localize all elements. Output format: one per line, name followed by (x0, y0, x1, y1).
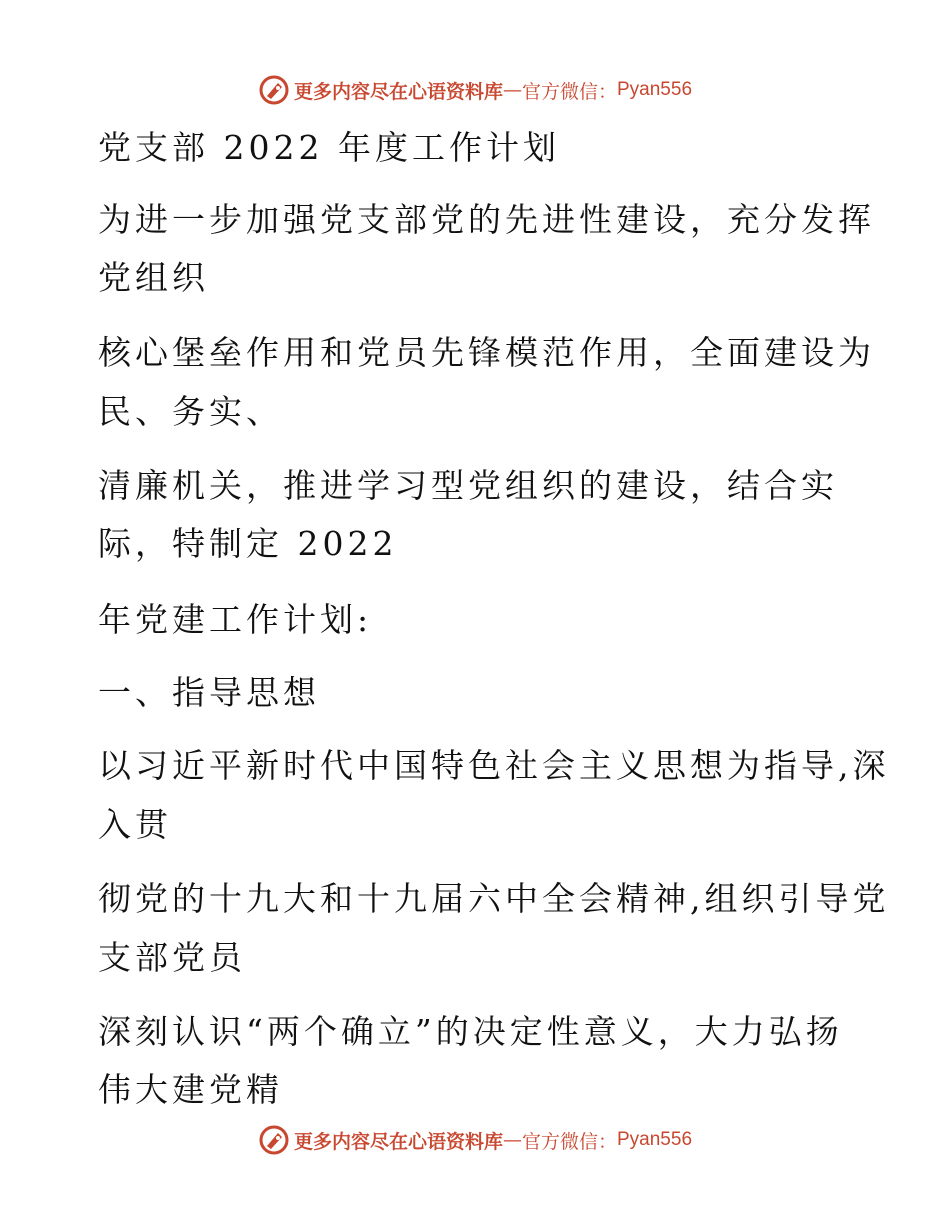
text-line: 为进一步加强党支部党的先进性建设，充分发挥 (98, 200, 875, 239)
pen-nib-logo-icon (258, 1124, 290, 1156)
document-title: 党支部 2022 年度工作计划 (98, 128, 560, 167)
text-line: 伟大建党精 (98, 1070, 283, 1109)
banner-wechat-label: 官方微信： (521, 80, 617, 103)
banner-wechat-label: 官方微信： (521, 1130, 617, 1153)
text-line: 彻党的十九大和十九届六中全会精神,组织引导党 (98, 879, 890, 918)
banner-text: 更多内容尽在心语资料库 (293, 1130, 503, 1153)
text-line: 以习近平新时代中国特色社会主义思想为指导,深 (98, 746, 890, 785)
text-line: 支部党员 (98, 938, 246, 977)
banner-wechat-id: Pyan556 (617, 1129, 693, 1150)
text-line: 清廉机关，推进学习型党组织的建设，结合实 (98, 466, 838, 505)
banner-text: 更多内容尽在心语资料库 (293, 80, 503, 103)
text-line: 际，特制定 2022 (98, 524, 398, 563)
footer-banner (0, 1120, 950, 1160)
text-line: 入贯 (98, 805, 172, 844)
text-line: 深刻认识“两个确立”的决定性意义，大力弘扬 (98, 1012, 843, 1051)
banner-wechat-id: Pyan556 (617, 79, 693, 100)
section-heading: 一、指导思想 (98, 673, 320, 712)
text-line: 年党建工作计划: (98, 600, 373, 639)
banner-dash: — (502, 79, 522, 101)
text-line: 民、务实、 (98, 392, 283, 431)
text-line: 核心堡垒作用和党员先锋模范作用，全面建设为 (98, 333, 875, 372)
text-line: 党组织 (98, 258, 209, 297)
banner-dash: — (502, 1129, 522, 1151)
